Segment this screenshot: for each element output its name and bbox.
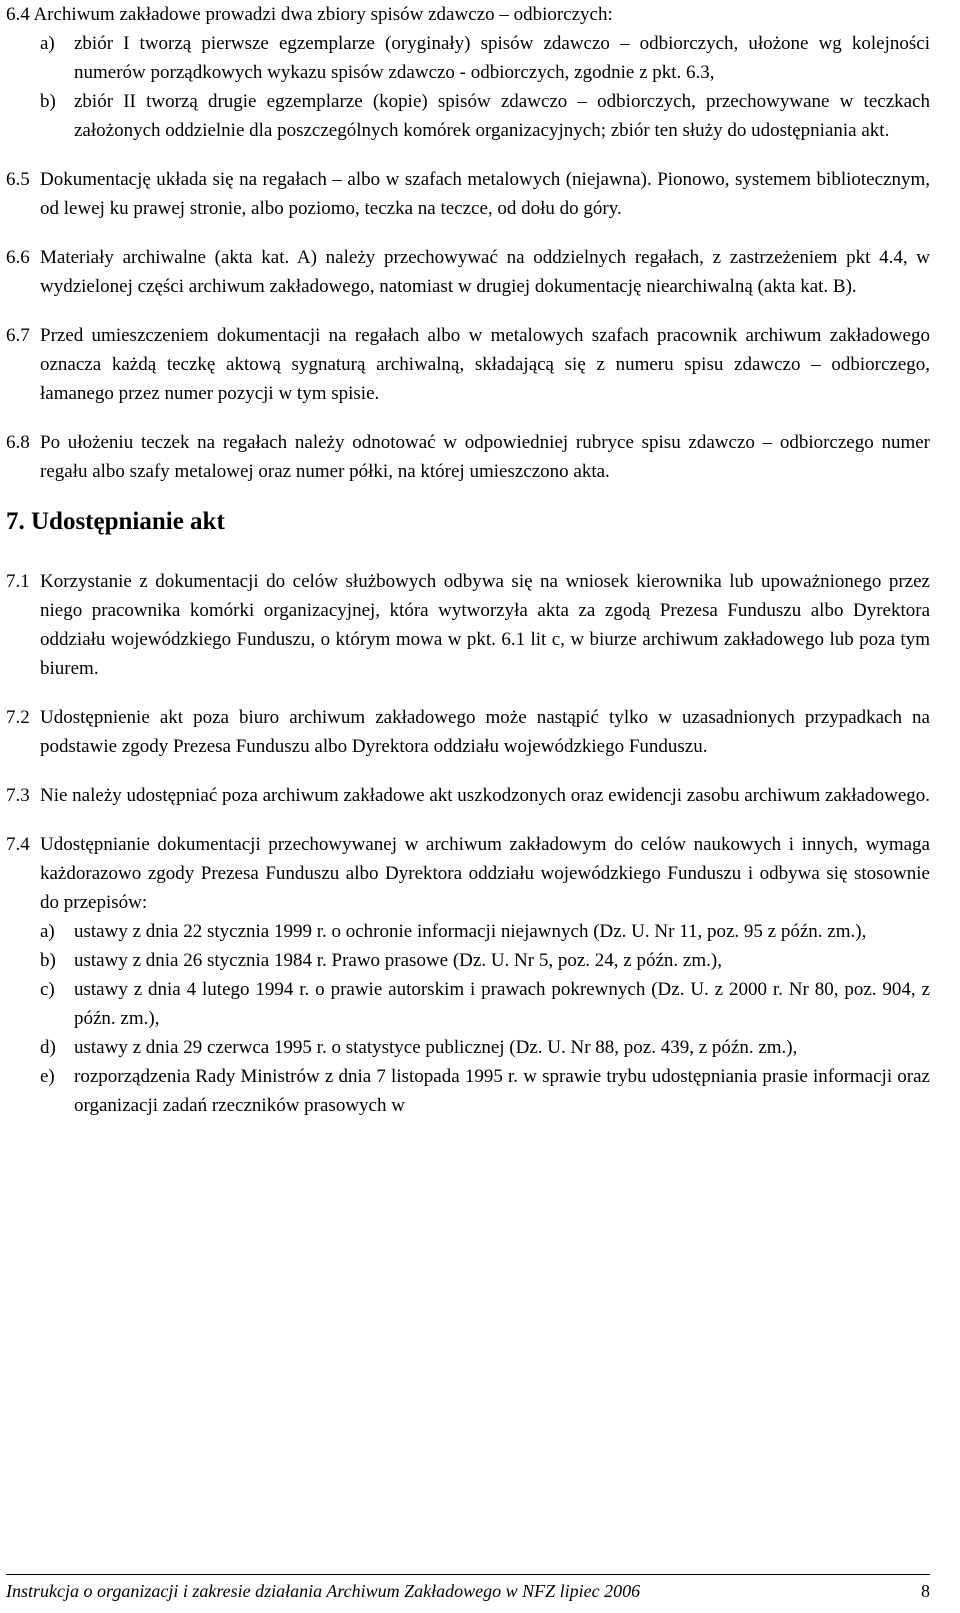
footer-title: Instrukcja o organizacji i zakresie działania Archiwum Zakładowego w NFZ lipiec 2006 [6, 1581, 641, 1601]
list-marker: b) [40, 950, 56, 971]
list-text: zbiór II tworzą drugie egzemplarze (kopie) spisów zdawczo – odbiorczych, przechowywane w teczkach założonych oddzielnie dla poszczególnych komórek organizacyjnych; zbiór ten służy do udostępniania akt. [74, 91, 930, 141]
paragraph-text: Udostępnienie akt poza biuro archiwum zakładowego może nastąpić tylko w uzasadnionych przypadkach na podstawie zgody Prezesa Funduszu albo Dyrektora oddziału wojewódzkiego Funduszu. [40, 707, 930, 757]
paragraph-6-4-item-b [6, 87, 930, 145]
paragraph-6-4-item-a [6, 29, 930, 87]
paragraph-7-4-item-b [6, 946, 930, 975]
paragraph-text: Po ułożeniu teczek na regałach należy odnotować w odpowiedniej rubryce spisu zdawczo – odbiorczego numer regału albo szafy metalowej oraz numer półki, na której umieszczono akta. [40, 432, 930, 482]
paragraph-number: 7.2 [6, 707, 30, 728]
paragraph-text: Korzystanie z dokumentacji do celów służbowych odbywa się na wniosek kierownika lub upoważnionego przez niego pracownika komórki organizacyjnej, która wytworzyła akta za zgodą Prezesa Funduszu albo Dyrektora oddziału wojewódzkiego Funduszu, o którym mowa w pkt. 6.1 lit c, w biurze archiwum zakładowego lub poza tym biurem. [40, 571, 930, 679]
paragraph-number: 6.8 [6, 432, 30, 453]
paragraph-6-4-intro: 6.4 Archiwum zakładowe prowadzi dwa zbiory spisów zdawczo – odbiorczych: [6, 4, 613, 25]
list-marker: d) [40, 1037, 56, 1058]
list-text: ustawy z dnia 22 stycznia 1999 r. o ochronie informacji niejawnych (Dz. U. Nr 11, poz. 95 z późn. zm.), [74, 921, 867, 942]
paragraph-7-4-item-d [6, 1033, 930, 1062]
list-marker: e) [40, 1066, 55, 1087]
paragraph-text: Materiały archiwalne (akta kat. A) należy przechowywać na oddzielnych regałach, z zastrzeżeniem pkt 4.4, w wydzielonej części archiwum zakładowego, natomiast w drugiej dokumentację niearchiwalną (akta kat. B). [40, 247, 930, 297]
section-heading-7: 7. Udostępnianie akt [6, 508, 225, 535]
paragraph-7-4-item-c [6, 975, 930, 1033]
paragraph-text: Udostępnianie dokumentacji przechowywanej w archiwum zakładowym do celów naukowych i innych, wymaga każdorazowo zgody Prezesa Funduszu albo Dyrektora oddziału wojewódzkiego Funduszu i odbywa się stosownie do przepisów: [40, 834, 930, 913]
paragraph-7-2 [6, 703, 930, 761]
paragraph-text: Przed umieszczeniem dokumentacji na regałach albo w metalowych szafach pracownik archiwum zakładowego oznacza każdą teczkę aktową sygnaturą archiwalną, składającą się z numeru spisu zdawczo – odbiorczego, łamanego przez numer pozycji w tym spisie. [40, 325, 930, 404]
page-footer [6, 1574, 930, 1603]
paragraph-number: 6.5 [6, 169, 30, 190]
paragraph-number: 6.7 [6, 325, 30, 346]
list-marker: a) [40, 33, 55, 54]
paragraph-number: 6.6 [6, 247, 30, 268]
paragraph-6-7 [6, 321, 930, 408]
list-marker: c) [40, 979, 55, 1000]
paragraph-6-5 [6, 165, 930, 223]
paragraph-number: 7.4 [6, 834, 30, 855]
list-text: rozporządzenia Rady Ministrów z dnia 7 listopada 1995 r. w sprawie trybu udostępniania prasie informacji oraz organizacji zadań rzeczników prasowych w [74, 1066, 930, 1116]
paragraph-text: Nie należy udostępniać poza archiwum zakładowe akt uszkodzonych oraz ewidencji zasobu archiwum zakładowego. [40, 785, 931, 806]
list-marker: b) [40, 91, 56, 112]
paragraph-number: 7.1 [6, 571, 30, 592]
paragraph-6-8 [6, 428, 930, 486]
paragraph-7-3 [6, 781, 930, 810]
paragraph-7-4 [6, 830, 930, 917]
list-text: ustawy z dnia 4 lutego 1994 r. o prawie autorskim i prawach pokrewnych (Dz. U. z 2000 r. Nr 80, poz. 904, z późn. zm.), [74, 979, 930, 1029]
paragraph-number: 7.3 [6, 785, 30, 806]
paragraph-7-1 [6, 567, 930, 683]
paragraph-text: Dokumentację układa się na regałach – albo w szafach metalowych (niejawna). Pionowo, systemem bibliotecznym, od lewej ku prawej stronie, albo poziomo, teczka na teczce, od dołu do góry. [40, 169, 930, 219]
list-text: ustawy z dnia 29 czerwca 1995 r. o statystyce publicznej (Dz. U. Nr 88, poz. 439, z późn. zm.), [74, 1037, 798, 1058]
list-text: ustawy z dnia 26 stycznia 1984 r. Prawo prasowe (Dz. U. Nr 5, poz. 24, z późn. zm.), [74, 950, 722, 971]
paragraph-6-6 [6, 243, 930, 301]
page-number: 8 [921, 1581, 930, 1601]
paragraph-7-4-item-e [6, 1062, 930, 1120]
paragraph-7-4-item-a [6, 917, 930, 946]
list-marker: a) [40, 921, 55, 942]
list-text: zbiór I tworzą pierwsze egzemplarze (oryginały) spisów zdawczo – odbiorczych, ułożone wg kolejności numerów porządkowych wykazu spisów zdawczo - odbiorczych, zgodnie z pkt. 6.3, [74, 33, 930, 83]
